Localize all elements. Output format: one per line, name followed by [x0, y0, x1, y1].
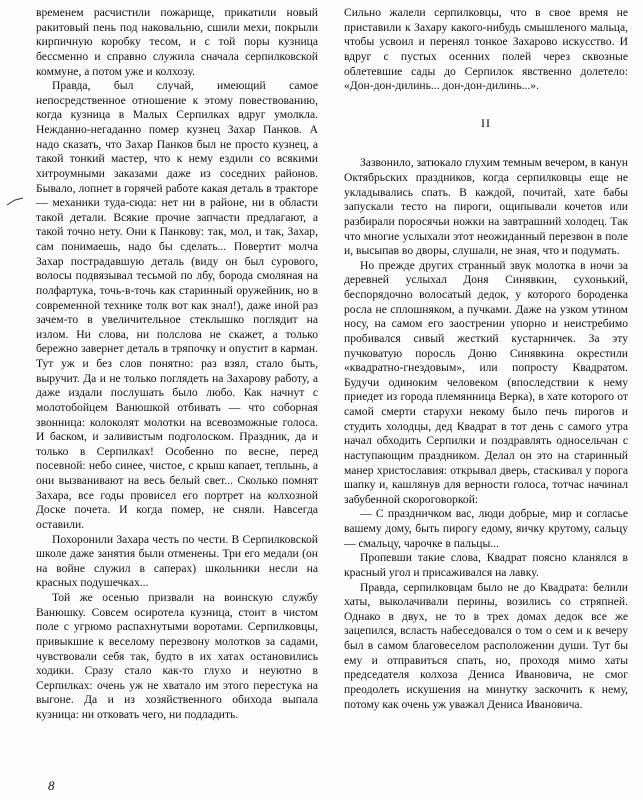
paragraph: Сильно жалели серпилковцы, что в свое время не приставили к Захару какого-нибудь смышленого мальца, чтобы усвоил и перенял тонкое Захарово искусство. И вдруг с пустых осенних полей через сквозные облетевшие сады до Серпилок явственно долетело: «Дон-дон-дилинь... дон-дон-дилинь...». — [344, 6, 628, 93]
paragraph: Зазвонило, затюкало глухим темным вечером, в канун Октябрьских праздников, когда серпилковцы еще не укладывались спать. В каждой, почитай, хате бабы запускали тесто на пироги, ощипывали кочетов или разбирали поросячьи ножки на завтрашний холодец. Так что многие услыхали этот неожиданный перезвон в поле и, высыпав во дворы, слушали, не зная, что и подумать. — [344, 156, 628, 258]
right-text-column — [344, 6, 628, 712]
paragraph: Правда, серпилковцам было не до Квадрата: белили хаты, выколачивали перины, возились со стряпней. Однако в двух, не то в трех домах дедок все же зацепился, всласть набеседовался о том о сем и к вечеру был в самом благовеселом расположении души. Тут бы ему и отправиться спать, но, проходя мимо хаты председателя колхоза Дениса Ивановича, не смог преодолеть искушения на минутку заскочить к нему, потому как очень уж уважал Дениса Ивановича. — [344, 580, 628, 711]
paragraph: Но прежде других странный звук молотка в ночи за деревней услыхал Доня Синявкин, сухонький, беспорядочно волосатый дедок, у которого бороденка росла не сплошняком, а пучками. Даже на узком утином носу, на самом его заострении упорно и неистребимо пробивался сивый жесткий кустарничек. За эту пучковатую поросль Доню Синявкина окрестили «квадратно-гнездовым», или попросту Квадратом. Будучи одиноким человеком (впоследствии к нему приедет из города племянница Верка), в хате которого от самой смерти старухи некому было печь пирогов и студить холодцы, дед Квадрат в тот день с самого утра начал обходить Серпилки и поздравлять односельчан с наступающим праздником. Делал он это на старинный манер христославия: открывал дверь, стаскивал у порога шапку и, кашлянув для верности голоса, тотчас начинал забубенной скороговоркой: — [344, 258, 628, 506]
paragraph: Пропевши такие слова, Квадрат поясно кланялся в красный угол и присаживался на лавку. — [344, 551, 628, 579]
paragraph: Той же осенью призвали на воинскую службу Ванюшку. Совсем осиротела кузница, стоит в чистом поле с угрюмо распахнутыми воротами. Серпилковцы, привыкшие к веселому перезвону молотков за садами, чувствовали себя так, будто в их хатах остановились ходики. Сразу стало как-то глухо и неуютно в Серпилках: очень уж не хватало им этого перестука на выгоне. Да и из хозяйственного обихода выпала кузница: ни отковать чего, ни подладить. — [36, 591, 318, 721]
page-number: 8 — [48, 778, 55, 793]
paragraph: Похоронили Захара честь по чести. В Серпилковской школе даже занятия были отменены. Три его медали (он на войне служил в саперах) школьники несли на красных подушечках... — [36, 532, 318, 590]
paragraph: Правда, был случай, имеющий самое непосредственное отношение к этому повествованию, когда кузница в Малых Серпилках вдруг умолкла. Нежданно-негаданно помер кузнец Захар Панков. А надо сказать, что Захар Панков был не просто кузнец, а такой тонкий мастер, что к нему ездили со всякими хитроумными заказами даже из соседних районов. Бывало, лопнет в горячей работе какая деталь в тракторе — механики туда-сюда: нет ни в районе, ни в области такой детали. Всякие прочие запчасти предлагают, а такой точно нету. Они к Панкову: так, мол, и так, Захар, сам понимаешь, надо бы сделать... Повертит молча Захар пострадавшую деталь (виду он был сурового, волосы подвязывал тесьмой по лбу, борода смоляная на полфартука, точь-в-точь как старинный оружейник, но в современной технике толк вот как знал!), даже иной раз зачем-то в увеличительное стеклышко поглядит на излом. Ни слова, ни полслова не скажет, а только бережно завернет деталь в тряпочку и опустит в карман. Тут уж и без слов понятно: раз взял, стало быть, выручит. Да и не только поглядеть на Захарову работу, а даже издали послушать было любо. Как начнут с молотобойцем Ванюшкой отбивать — что соборная звонница: колоколят молотки на всевозможные голоса. И баском, и заливистым подголоском. Праздник, да и только в Серпилках! Особенно по весне, перед посевной: небо синее, чистое, с крыш капает, теплынь, а они вызванивают на весь белый свет... Сколько помнят Захара, все годы провисел его портрет на колхозной Доске почета. И когда помер, не сняли. Навсегда оставили. — [36, 79, 318, 531]
section-number: II — [481, 115, 491, 130]
pencil-mark-icon — [6, 197, 24, 207]
paragraph: временем расчистили пожарище, прикатили новый ракитовый пень под наковальню, сшили мехи, покрыли кирпичную коробку тесом, и с той поры кузница бессменно и справно служила сначала серпилковской коммуне, а потом уже и колхозу. — [36, 6, 318, 78]
paragraph: — С праздничком вас, люди добрые, мир и согласье вашему дому, быть пирогу едому, яичку крутому, сальцу — смальцу, чарочке в пальцы... — [344, 507, 628, 550]
left-text-column — [36, 6, 318, 723]
